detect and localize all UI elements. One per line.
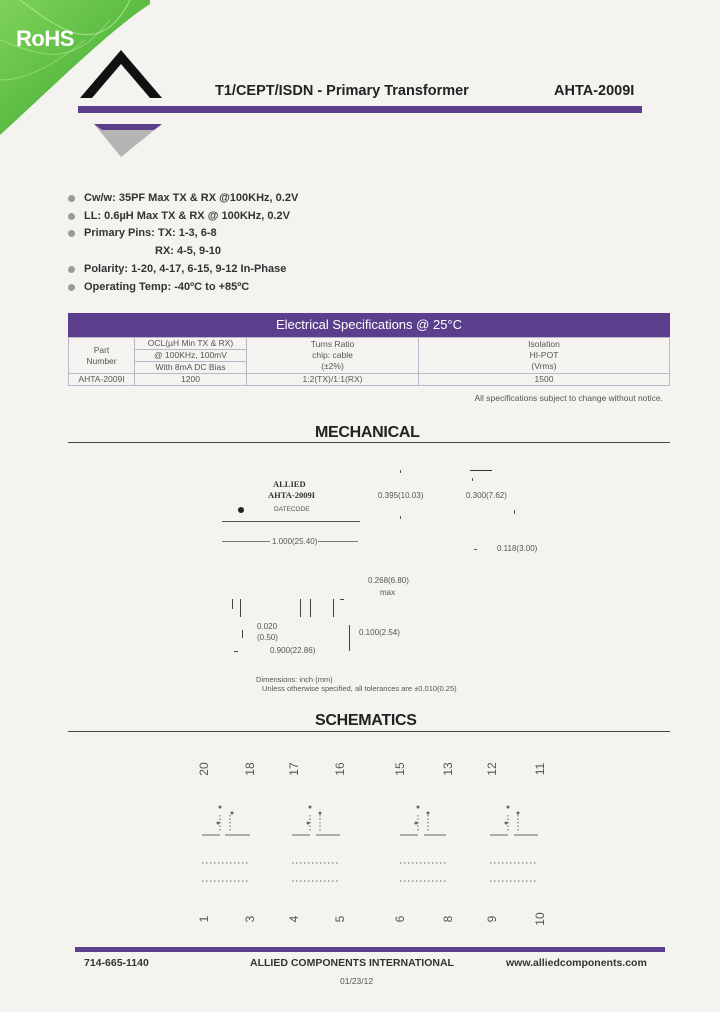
page-title: T1/CEPT/ISDN - Primary Transformer: [215, 83, 469, 99]
pin-outline: [232, 599, 233, 609]
col-ocl-sub: @ 100KHz, 100mV: [135, 350, 247, 362]
dim-tick: [349, 625, 350, 651]
dim-width: 0.300(7.62): [466, 491, 507, 500]
dim-line: [222, 541, 270, 542]
footer-website[interactable]: www.alliedcomponents.com: [506, 957, 647, 969]
footer-company: ALLIED COMPONENTS INTERNATIONAL: [250, 957, 454, 969]
pin-label: 11: [533, 762, 547, 776]
col-ratio-header: Turns Ratio chip: cable (±2%): [247, 338, 419, 374]
pin-label: 4: [287, 915, 301, 923]
dim-max: max: [380, 588, 396, 597]
cell-part: AHTA-2009I: [69, 374, 135, 386]
feature-item: Operating Temp: -40ºC to +85ºC: [68, 281, 298, 299]
pin-label: 5: [333, 915, 347, 923]
allied-logo-icon: [74, 46, 169, 158]
footer-date: 01/23/12: [340, 976, 374, 986]
feature-item: Cw/w: 35PF Max TX & RX @100KHz, 0.2V: [68, 192, 298, 210]
dim-span: 0.900(22.86): [270, 646, 316, 655]
dim-pin-w: 0.020: [257, 622, 278, 631]
pin-outline: [240, 599, 241, 617]
col-iso-header: Isolation HI-POT (Vrms): [419, 338, 670, 374]
pin1-marker-icon: [238, 507, 244, 513]
schematics-title: SCHEMATICS: [315, 712, 417, 729]
title-divider: [78, 106, 642, 113]
spec-table-title: Electrical Specifications @ 25°C: [68, 313, 670, 337]
header-part-number: AHTA-2009I: [554, 83, 635, 99]
pin-label: 10: [533, 912, 547, 926]
spec-note: All specifications subject to change without notice.: [474, 393, 663, 403]
mechanical-divider: [68, 442, 670, 443]
bullet-icon: [68, 230, 75, 237]
cell-ocl: 1200: [135, 374, 247, 386]
pin-outline: [310, 599, 311, 617]
coil-group-1: [202, 806, 250, 881]
col-ocl-sub: With 8mA DC Bias: [135, 362, 247, 374]
coil-group-3: [400, 806, 446, 881]
col-part-header: Part Number: [69, 338, 135, 374]
bullet-icon: [68, 266, 75, 273]
feature-item-continuation: RX: 4-5, 9-10: [155, 244, 222, 257]
mechanical-title: MECHANICAL: [315, 424, 420, 441]
pin-label: 6: [393, 915, 407, 923]
pin-label: 15: [393, 762, 407, 776]
pin-label: 8: [441, 915, 455, 923]
table-row: [69, 374, 670, 386]
component-brand: ALLIED: [273, 479, 306, 489]
schematic-diagram: [180, 750, 560, 940]
body-outline: [222, 521, 360, 522]
footer-phone: 714-665-1140: [84, 957, 149, 969]
pin-outline: [340, 599, 344, 600]
side-outline: [470, 470, 492, 471]
cell-ratio: 1:2(TX)/1:1(RX): [247, 374, 419, 386]
dim-tick: [474, 549, 477, 550]
dim-height2: 0.268(6.80): [368, 576, 409, 585]
tolerance-note: Unless otherwise specified, all tolerances are ±0.010(0.25): [262, 684, 457, 693]
dim-tick: [234, 651, 238, 652]
dim-length: 1.000(25.40): [272, 537, 318, 546]
bullet-icon: [68, 195, 75, 202]
col-ocl-header: OCL(µH Min TX & RX): [135, 338, 247, 350]
pin-label: 16: [333, 762, 347, 776]
dim-pitch: 0.100(2.54): [359, 628, 400, 637]
footer-divider: [75, 947, 665, 952]
feature-item: Polarity: 1-20, 4-17, 6-15, 9-12 In-Phase: [68, 263, 298, 281]
pin-label: 9: [485, 915, 499, 923]
dim-tick: [400, 470, 401, 473]
dim-tick: [242, 630, 243, 638]
component-datecode: DATECODE: [274, 506, 310, 513]
feature-list: [68, 192, 298, 298]
dim-line: [318, 541, 358, 542]
feature-item: LL: 0.6µH Max TX & RX @ 100KHz, 0.2V: [68, 210, 298, 228]
coil-group-4: [490, 806, 538, 881]
bullet-icon: [68, 284, 75, 291]
schematics-divider: [68, 731, 670, 732]
cell-iso: 1500: [419, 374, 670, 386]
pin-outline: [300, 599, 301, 617]
dim-tick: [400, 516, 401, 519]
pin-label: 20: [197, 762, 211, 776]
spec-table: [68, 337, 670, 386]
rohs-label: RoHS: [16, 26, 74, 51]
coil-group-2: [292, 806, 340, 881]
dim-height1: 0.395(10.03): [378, 491, 424, 500]
pin-label: 3: [243, 915, 257, 923]
component-part: AHTA-2009I: [268, 490, 316, 500]
feature-item: Primary Pins: TX: 1-3, 6-8: [68, 227, 298, 245]
pin-label: 12: [485, 762, 499, 776]
dim-pin-w-mm: (0.50): [257, 633, 278, 642]
pin-label: 1: [197, 915, 211, 923]
bullet-icon: [68, 213, 75, 220]
dim-tick: [514, 510, 515, 514]
table-row: [69, 338, 670, 350]
pin-label: 17: [287, 762, 301, 776]
transformer-coils: [180, 795, 560, 895]
pin-outline: [333, 599, 334, 617]
pin-label: 13: [441, 762, 455, 776]
dimension-note: Dimensions: inch (mm): [256, 675, 333, 684]
mechanical-drawing: [200, 470, 538, 700]
pin-label: 18: [243, 762, 257, 776]
dim-tick: [472, 478, 473, 481]
dim-lead: 0.118(3.00): [497, 544, 538, 553]
